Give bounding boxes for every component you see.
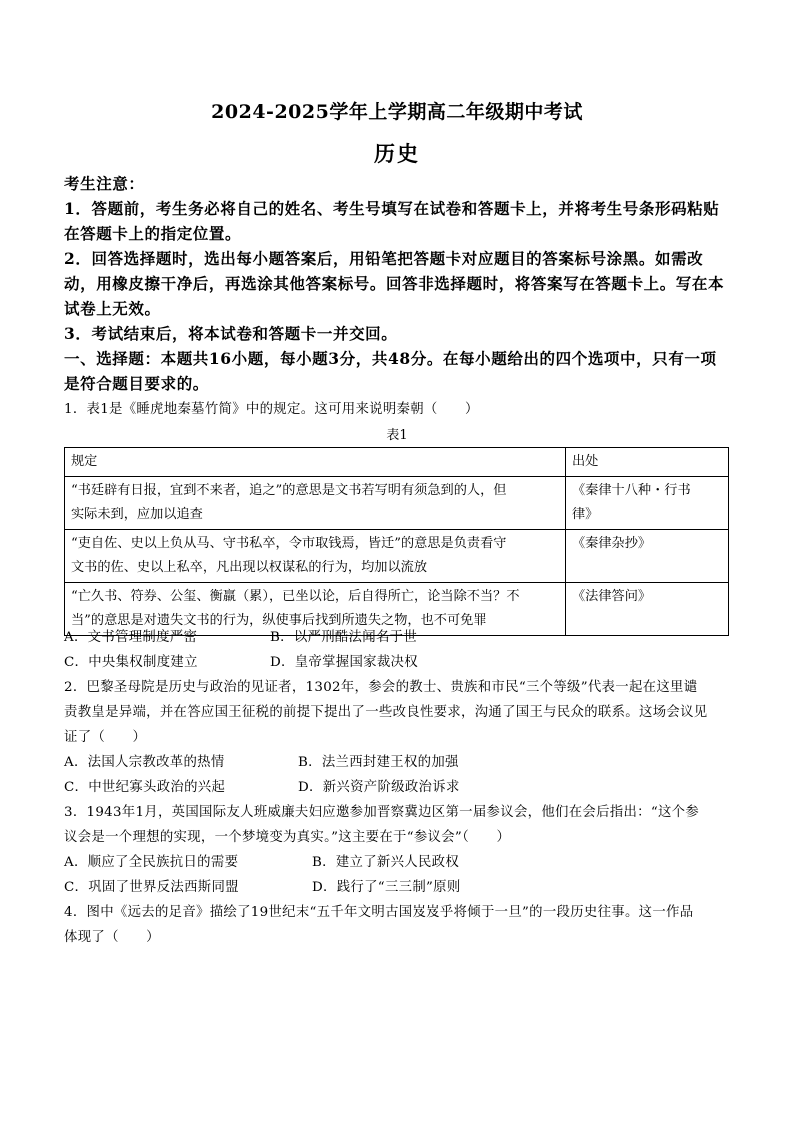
table-cell-source (566, 583, 729, 636)
table-header-cell: 规定 (65, 448, 566, 477)
subject-title: 历史 (374, 141, 420, 166)
notice-line: 试卷上无效。 (64, 299, 161, 318)
cell-line: 律》 (572, 507, 599, 522)
cell-line: 实际未到，应加以追查 (71, 507, 203, 522)
table-row (65, 530, 729, 583)
question-3-option-a: A．顺应了全民族抗日的需要 (64, 855, 239, 870)
question-3-stem: 3．1943年1月，英国国际友人班威廉夫妇应邀参加晋察冀边区第一届参议会，他们在会后指出：“这个参 (64, 805, 700, 820)
notice-line: 1．答题前，考生务必将自己的姓名、考生号填写在试卷和答题卡上，并将考生号条形码粘贴 (64, 199, 720, 218)
table-cell-rule (65, 477, 566, 530)
cell-line: 当”的意思是对遗失文书的行为，纵使事后找到所遗失之物，也不可免罪 (71, 613, 487, 628)
question-1-option-d: D．皇帝掌握国家裁决权 (270, 655, 418, 670)
table-cell-source (566, 477, 729, 530)
notice-heading: 考生注意： (64, 174, 145, 193)
question-2-stem: 证了（ ） (64, 730, 147, 745)
table-cell-source (566, 530, 729, 583)
table-header-row (65, 448, 729, 477)
cell-line: 《秦律杂抄》 (572, 536, 652, 551)
table-row (65, 477, 729, 530)
exam-title: 2024-2025学年上学期高二年级期中考试 (211, 101, 583, 123)
question-2-option-d: D．新兴资产阶级政治诉求 (298, 780, 460, 795)
table-cell-rule (65, 530, 566, 583)
section-heading: 是符合题目要求的。 (64, 374, 209, 393)
question-3-option-c: C．巩固了世界反法西斯同盟 (64, 880, 239, 895)
question-1-stem: 1．表1是《睡虎地秦墓竹简》中的规定。这可用来说明秦朝（ ） (64, 402, 479, 417)
table-header-cell: 出处 (566, 448, 729, 477)
cell-line: “亡久书、符券、公玺、衡羸（累），已坐以论，后自得所亡，论当除不当？不 (71, 589, 520, 604)
question-1-option-a: A．文书管理制度严密 (64, 630, 198, 645)
question-1-option-b: B．以严刑酷法闻名于世 (270, 630, 418, 645)
question-1-option-c: C．中央集权制度建立 (64, 655, 198, 670)
section-heading: 一、选择题：本题共16小题，每小题3分，共48分。在每小题给出的四个选项中，只有一项 (64, 349, 717, 368)
question-3-option-b: B．建立了新兴人民政权 (312, 855, 460, 870)
cell-line: “吏自佐、史以上负从马、守书私卒，令市取钱焉，皆迁”的意思是负责看守 (71, 536, 507, 551)
cell-line: 《秦律十八种・行书 (572, 483, 691, 498)
regulation-table (64, 447, 729, 636)
question-3-stem: 议会是一个理想的实现，一个梦境变为真实。”这主要在于“参议会”（ ） (64, 830, 511, 845)
question-2-option-b: B．法兰西封建王权的加强 (298, 755, 459, 770)
question-3-option-d: D．践行了“三三制”原则 (312, 880, 461, 895)
notice-line: 2．回答选择题时，选出每小题答案后，用铅笔把答题卡对应题目的答案标号涂黑。如需改 (64, 249, 704, 268)
cell-line: 文书的佐、史以上私卒，凡出现以权谋私的行为，均加以流放 (71, 560, 428, 575)
notice-line: 3．考试结束后，将本试卷和答题卡一并交回。 (64, 324, 398, 343)
question-4-stem: 体现了（ ） (64, 930, 160, 945)
table-caption: 表1 (386, 428, 408, 443)
cell-line: “书廷辟有日报，宜到不来者，追之”的意思是文书若写明有须急到的人，但 (71, 483, 507, 498)
notice-line: 在答题卡上的指定位置。 (64, 224, 242, 243)
question-2-stem: 责教皇是异端，并在答应国王征税的前提下提出了一些改良性要求，沟通了国王与民众的联系。这场会议见 (64, 705, 708, 720)
question-2-stem: 2．巴黎圣母院是历史与政治的见证者，1302年，参会的教士、贵族和市民“三个等级”代表一起在这里谴 (64, 680, 698, 695)
cell-line: 《法律答问》 (572, 589, 652, 604)
question-2-option-c: C．中世纪寡头政治的兴起 (64, 780, 226, 795)
question-4-stem: 4．图中《远去的足音》描绘了19世纪末“五千年文明古国岌岌乎将倾于一旦”的一段历史往事。这一作品 (64, 905, 694, 920)
question-2-option-a: A．法国人宗教改革的热情 (64, 755, 225, 770)
notice-line: 动，用橡皮擦干净后，再选涂其他答案标号。回答非选择题时，将答案写在答题卡上。写在本 (64, 274, 725, 293)
